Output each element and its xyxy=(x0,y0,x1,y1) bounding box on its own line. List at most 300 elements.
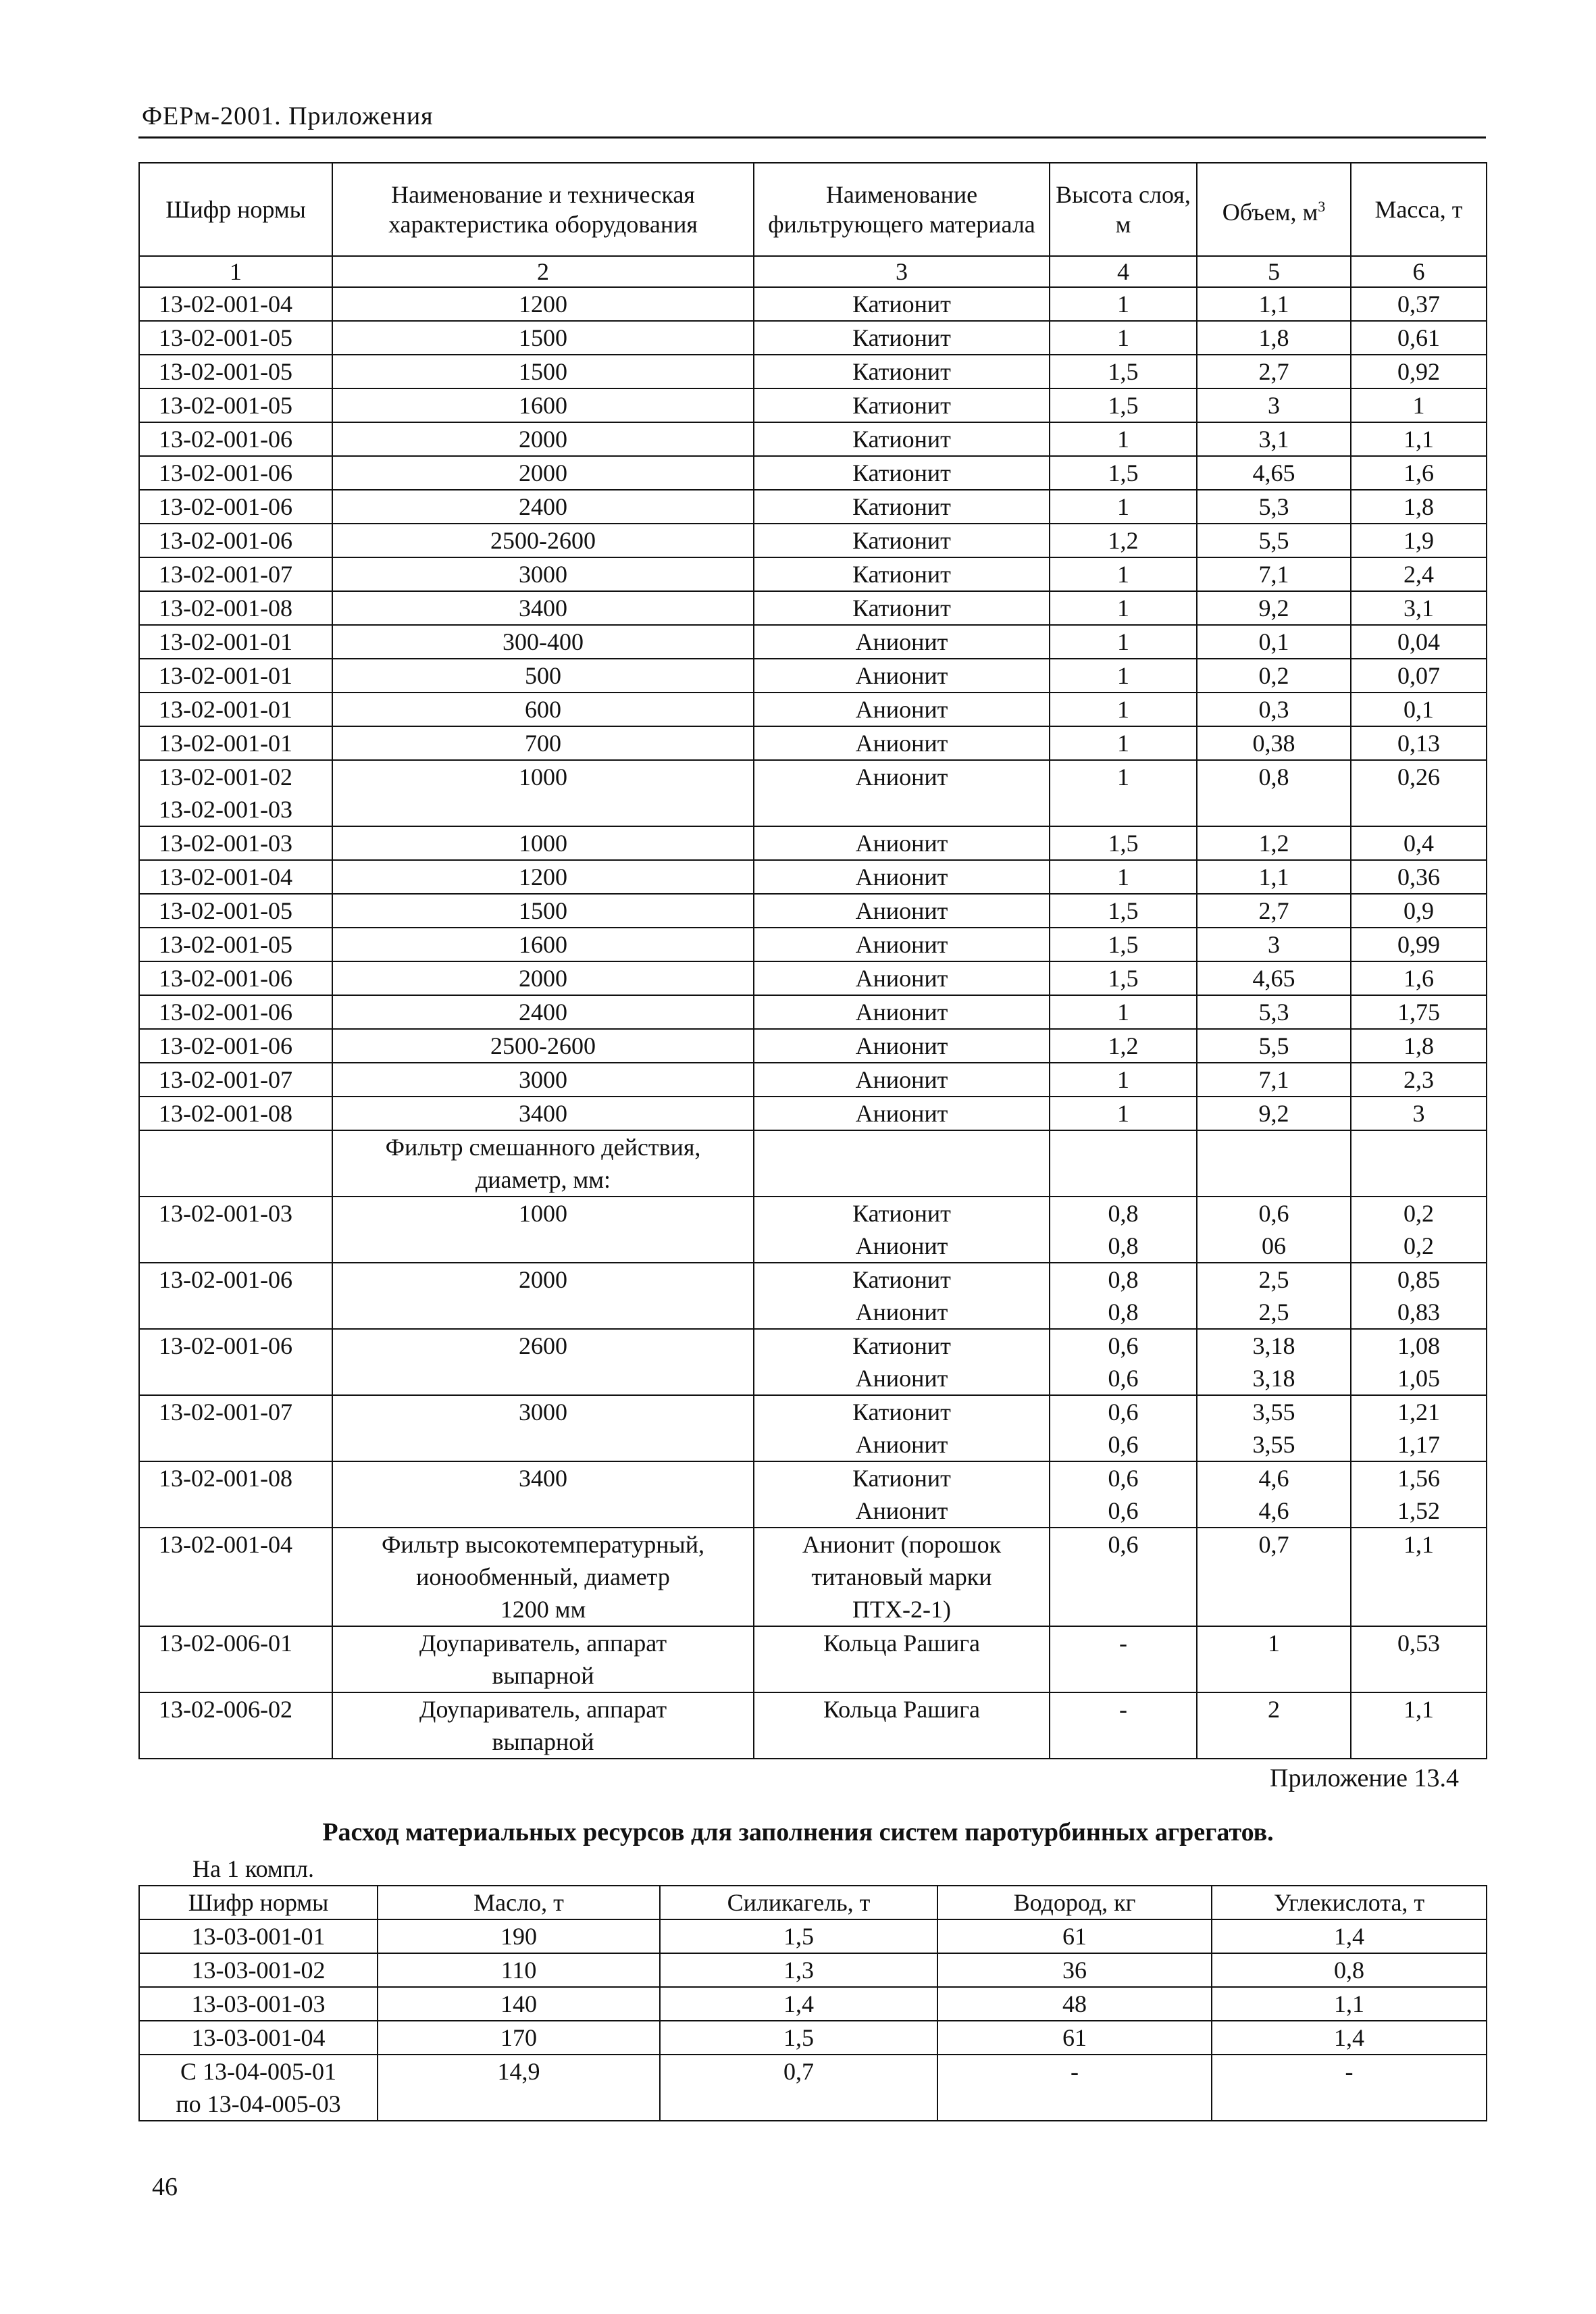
material-cell-line: Анионит (порошок xyxy=(802,1531,1002,1558)
column-number: 2 xyxy=(332,256,754,287)
mass-cell-line: 1,1 xyxy=(1404,1531,1434,1558)
material-cell-line: Катионит xyxy=(852,358,951,385)
equipment-cell xyxy=(332,557,754,591)
material-cell xyxy=(754,490,1050,524)
table-row xyxy=(139,557,1487,591)
equipment-cell xyxy=(332,388,754,422)
mass-cell xyxy=(1351,388,1487,422)
mass-cell xyxy=(1351,1263,1487,1329)
material-cell-line: Катионит xyxy=(852,392,951,419)
mass-cell xyxy=(1351,1063,1487,1097)
code-cell-line: 13-02-001-06 xyxy=(159,965,292,992)
code-cell xyxy=(139,2055,378,2121)
material-cell-line: Анионит xyxy=(855,830,948,857)
equipment-cell xyxy=(332,287,754,321)
code-cell-line: 13-02-001-05 xyxy=(159,358,292,385)
header-rule xyxy=(138,136,1486,139)
height-cell xyxy=(1050,826,1197,860)
volume-cell xyxy=(1197,388,1351,422)
table-row xyxy=(139,1329,1487,1395)
volume-cell-line: 2,5 xyxy=(1258,1266,1289,1293)
material-cell xyxy=(754,1263,1050,1329)
code-cell-line: 13-02-001-03 xyxy=(159,796,292,823)
volume-cell-line: 5,5 xyxy=(1258,527,1289,554)
material-cell-line: Катионит xyxy=(852,1266,951,1293)
mass-cell xyxy=(1351,1197,1487,1263)
table-row xyxy=(139,1029,1487,1063)
code-cell xyxy=(139,760,332,826)
material-cell xyxy=(754,928,1050,961)
mass-cell xyxy=(1351,1097,1487,1130)
equipment-cell xyxy=(332,456,754,490)
code-cell-line: 13-02-001-06 xyxy=(159,1266,292,1293)
height-cell xyxy=(1050,524,1197,557)
material-cell xyxy=(754,1097,1050,1130)
table-row xyxy=(139,961,1487,995)
equipment-cell-line: выпарной xyxy=(492,1662,594,1689)
silica-cell: 1,5 xyxy=(660,2021,937,2055)
volume-cell-line: 0,6 xyxy=(1258,1200,1289,1227)
equipment-cell-line: 1600 xyxy=(519,392,567,419)
height-cell xyxy=(1050,1197,1197,1263)
equipment-cell-line: 1000 xyxy=(519,830,567,857)
table-row xyxy=(139,524,1487,557)
equipment-cell xyxy=(332,726,754,760)
code-cell-line: 13-02-001-05 xyxy=(159,897,292,924)
equipment-cell-line: 2500-2600 xyxy=(490,1032,596,1059)
height-cell xyxy=(1050,557,1197,591)
mass-cell-line: 0,37 xyxy=(1397,291,1440,318)
height-cell xyxy=(1050,1097,1197,1130)
code-cell xyxy=(139,1063,332,1097)
material-cell xyxy=(754,1692,1050,1759)
equipment-cell xyxy=(332,524,754,557)
mass-cell-line: 1,56 xyxy=(1397,1465,1440,1492)
code-cell-line: 13-03-001-03 xyxy=(191,1990,326,2017)
material-cell xyxy=(754,1063,1050,1097)
volume-cell xyxy=(1197,490,1351,524)
height-cell-line: 1 xyxy=(1117,662,1129,689)
header-material: Наименование фильтрующего материала xyxy=(754,163,1050,256)
height-cell xyxy=(1050,1395,1197,1461)
mass-cell-line: 0,53 xyxy=(1397,1630,1440,1657)
code-cell xyxy=(139,1528,332,1626)
co2-cell: 1,4 xyxy=(1212,2021,1487,2055)
volume-cell xyxy=(1197,456,1351,490)
volume-cell xyxy=(1197,287,1351,321)
equipment-cell-line: Доупариватель, аппарат xyxy=(419,1696,667,1723)
volume-cell xyxy=(1197,1692,1351,1759)
mass-cell-line: 0,26 xyxy=(1397,763,1440,790)
equipment-cell-line: Фильтр высокотемпературный, xyxy=(381,1531,704,1558)
mass-cell xyxy=(1351,625,1487,659)
volume-cell-line: 1,1 xyxy=(1258,291,1289,318)
material-cell-line: Анионит xyxy=(855,696,948,723)
material-cell-line: Катионит xyxy=(852,324,951,351)
mass-cell-line: 0,13 xyxy=(1397,730,1440,757)
mass-cell xyxy=(1351,726,1487,760)
code-cell xyxy=(139,490,332,524)
equipment-cell-line: 2500-2600 xyxy=(490,527,596,554)
material-cell xyxy=(754,693,1050,726)
volume-cell-line: 1 xyxy=(1268,1630,1280,1657)
header-volume-sup: 3 xyxy=(1318,198,1326,215)
height-cell-line: 1,5 xyxy=(1108,358,1139,385)
header-volume xyxy=(1197,163,1351,256)
height-cell xyxy=(1050,287,1197,321)
height-cell-line: 1 xyxy=(1117,1066,1129,1093)
material-cell xyxy=(754,1395,1050,1461)
mass-cell xyxy=(1351,860,1487,894)
mass-cell xyxy=(1351,1528,1487,1626)
volume-cell-line: 4,6 xyxy=(1258,1497,1289,1524)
material-cell xyxy=(754,1329,1050,1395)
volume-cell xyxy=(1197,726,1351,760)
equipment-cell xyxy=(332,591,754,625)
column-number: 6 xyxy=(1351,256,1487,287)
height-cell xyxy=(1050,1461,1197,1528)
code-cell xyxy=(139,1461,332,1528)
code-cell-line: 13-02-001-07 xyxy=(159,561,292,588)
equipment-cell-line: 1000 xyxy=(519,763,567,790)
height-cell xyxy=(1050,995,1197,1029)
equipment-cell xyxy=(332,928,754,961)
mass-cell-line: 2,4 xyxy=(1404,561,1434,588)
equipment-cell-line: 3400 xyxy=(519,1100,567,1127)
code-cell-line: 13-02-001-05 xyxy=(159,931,292,958)
mass-cell xyxy=(1351,321,1487,355)
volume-cell-line: 06 xyxy=(1262,1232,1286,1259)
material-cell xyxy=(754,995,1050,1029)
code-cell xyxy=(139,625,332,659)
mass-cell-line: 1,8 xyxy=(1404,1032,1434,1059)
height-cell-line: - xyxy=(1119,1696,1127,1723)
material-cell-line: Катионит xyxy=(852,1399,951,1426)
table-row xyxy=(139,388,1487,422)
oil-cell: 110 xyxy=(378,1953,660,1987)
volume-cell-line: 2,7 xyxy=(1258,897,1289,924)
equipment-cell xyxy=(332,995,754,1029)
material-cell xyxy=(754,726,1050,760)
height-cell-line: 0,8 xyxy=(1108,1266,1139,1293)
running-head: ФЕРм-2001. Приложения xyxy=(142,102,434,130)
table-row xyxy=(139,995,1487,1029)
material-cell-line: Анионит xyxy=(855,662,948,689)
code-cell-line: 13-02-001-01 xyxy=(159,662,292,689)
mass-cell-line: 1,17 xyxy=(1397,1431,1440,1458)
mass-cell-line: 1,6 xyxy=(1404,965,1434,992)
equipment-cell xyxy=(332,1130,754,1197)
code-cell xyxy=(139,1919,378,1953)
equipment-cell xyxy=(332,422,754,456)
material-cell-line: Анионит xyxy=(855,730,948,757)
table-row xyxy=(139,1987,1487,2021)
equipment-cell xyxy=(332,826,754,860)
co2-cell: 0,8 xyxy=(1212,1953,1487,1987)
mass-cell-line: 1,6 xyxy=(1404,459,1434,486)
code-cell xyxy=(139,524,332,557)
height-cell xyxy=(1050,1130,1197,1197)
equipment-cell-line: 2000 xyxy=(519,965,567,992)
height-cell xyxy=(1050,1063,1197,1097)
turbine-materials-table xyxy=(138,1885,1487,2121)
equipment-cell xyxy=(332,1263,754,1329)
height-cell-line: 1 xyxy=(1117,595,1129,622)
code-cell-line: 13-02-001-06 xyxy=(159,1332,292,1359)
equipment-cell-line: 3400 xyxy=(519,595,567,622)
height-cell-line: 1 xyxy=(1117,493,1129,520)
table-row xyxy=(139,422,1487,456)
height-cell xyxy=(1050,355,1197,388)
equipment-cell xyxy=(332,659,754,693)
table-row xyxy=(139,1130,1487,1197)
volume-cell xyxy=(1197,760,1351,826)
mass-cell-line: 3,1 xyxy=(1404,595,1434,622)
equipment-cell-line: 3000 xyxy=(519,1399,567,1426)
volume-cell-line: 1,2 xyxy=(1258,830,1289,857)
mass-cell xyxy=(1351,422,1487,456)
page-number: 46 xyxy=(152,2173,178,2201)
header-height: Высота слоя, м xyxy=(1050,163,1197,256)
material-cell xyxy=(754,1626,1050,1692)
silica-cell: 1,4 xyxy=(660,1987,937,2021)
code-cell xyxy=(139,456,332,490)
height-cell-line: 0,6 xyxy=(1108,1531,1139,1558)
volume-cell xyxy=(1197,1197,1351,1263)
mass-cell-line: 1,9 xyxy=(1404,527,1434,554)
height-cell-line: 1,5 xyxy=(1108,897,1139,924)
code-cell-line: 13-02-001-07 xyxy=(159,1399,292,1426)
code-cell-line: 13-02-001-04 xyxy=(159,291,292,318)
mass-cell-line: 0,1 xyxy=(1404,696,1434,723)
silica-cell: 1,5 xyxy=(660,1919,937,1953)
mass-cell-line: 0,9 xyxy=(1404,897,1434,924)
mass-cell xyxy=(1351,1626,1487,1692)
height-cell-line: 1,5 xyxy=(1108,931,1139,958)
height-cell-line: 1,2 xyxy=(1108,1032,1139,1059)
volume-cell xyxy=(1197,693,1351,726)
code-cell xyxy=(139,1692,332,1759)
height-cell xyxy=(1050,726,1197,760)
mass-cell-line: 0,92 xyxy=(1397,358,1440,385)
equipment-cell-line: 2600 xyxy=(519,1332,567,1359)
code-cell-line: 13-02-001-04 xyxy=(159,863,292,890)
header-carbon-dioxide: Углекислота, т xyxy=(1212,1886,1487,1919)
table-row xyxy=(139,693,1487,726)
equipment-cell xyxy=(332,1395,754,1461)
height-cell-line: 1 xyxy=(1117,696,1129,723)
material-cell-line: Анионит xyxy=(855,628,948,655)
code-cell xyxy=(139,2021,378,2055)
equipment-cell-line: 500 xyxy=(525,662,561,689)
code-cell-line: 13-02-001-08 xyxy=(159,1465,292,1492)
header-volume-text: Объем, м xyxy=(1222,199,1318,226)
material-cell xyxy=(754,625,1050,659)
volume-cell xyxy=(1197,1528,1351,1626)
equipment-cell xyxy=(332,1626,754,1692)
mass-cell xyxy=(1351,490,1487,524)
material-cell xyxy=(754,456,1050,490)
equipment-cell-line: 2400 xyxy=(519,999,567,1026)
table-row xyxy=(139,1461,1487,1528)
unit-note: На 1 компл. xyxy=(192,1855,314,1882)
material-cell xyxy=(754,1130,1050,1197)
silica-cell: 1,3 xyxy=(660,1953,937,1987)
code-cell xyxy=(139,1626,332,1692)
header-silica-gel: Силикагель, т xyxy=(660,1886,937,1919)
code-cell-line: по 13-04-005-03 xyxy=(176,2090,341,2117)
material-cell xyxy=(754,961,1050,995)
column-number: 4 xyxy=(1050,256,1197,287)
height-cell-line: 1 xyxy=(1117,730,1129,757)
code-cell-line: 13-02-001-01 xyxy=(159,696,292,723)
volume-cell-line: 4,65 xyxy=(1252,965,1295,992)
material-cell-line: ПТХ-2-1) xyxy=(852,1596,951,1623)
mass-cell xyxy=(1351,760,1487,826)
height-cell-line: 1 xyxy=(1117,999,1129,1026)
material-cell-line: Катионит xyxy=(852,595,951,622)
mass-cell xyxy=(1351,995,1487,1029)
equipment-cell-line: Доупариватель, аппарат xyxy=(419,1630,667,1657)
header-oil: Масло, т xyxy=(378,1886,660,1919)
code-cell-line: 13-02-001-01 xyxy=(159,628,292,655)
equipment-cell-line: Фильтр смешанного действия, xyxy=(385,1134,701,1161)
material-cell-line: Анионит xyxy=(855,931,948,958)
material-cell xyxy=(754,557,1050,591)
height-cell xyxy=(1050,625,1197,659)
code-cell xyxy=(139,1197,332,1263)
material-cell-line: Анионит xyxy=(855,999,948,1026)
code-cell xyxy=(139,422,332,456)
height-cell xyxy=(1050,422,1197,456)
material-cell xyxy=(754,1197,1050,1263)
height-cell xyxy=(1050,321,1197,355)
table-row xyxy=(139,726,1487,760)
column-number: 5 xyxy=(1197,256,1351,287)
header-equipment: Наименование и техническая характеристика оборудования xyxy=(332,163,754,256)
volume-cell-line: 9,2 xyxy=(1258,595,1289,622)
code-cell xyxy=(139,1329,332,1395)
material-cell-line: Катионит xyxy=(852,426,951,453)
oil-cell: 170 xyxy=(378,2021,660,2055)
code-cell-line: 13-02-001-06 xyxy=(159,493,292,520)
column-number: 1 xyxy=(139,256,332,287)
table-row xyxy=(139,321,1487,355)
table-row xyxy=(139,928,1487,961)
height-cell xyxy=(1050,1626,1197,1692)
material-cell xyxy=(754,1461,1050,1528)
height-cell-line: 1,5 xyxy=(1108,965,1139,992)
code-cell-line: С 13-04-005-01 xyxy=(180,2058,336,2085)
mass-cell-line: 0,36 xyxy=(1397,863,1440,890)
height-cell xyxy=(1050,1528,1197,1626)
oil-cell: 140 xyxy=(378,1987,660,2021)
height-cell-line: 1,5 xyxy=(1108,392,1139,419)
material-cell-line: Анионит xyxy=(855,1100,948,1127)
equipment-cell-line: 1200 мм xyxy=(500,1596,586,1623)
height-cell-line: 1,2 xyxy=(1108,527,1139,554)
equipment-cell-line: 1600 xyxy=(519,931,567,958)
mass-cell-line: 0,4 xyxy=(1404,830,1434,857)
code-cell-line: 13-02-001-06 xyxy=(159,1032,292,1059)
mass-cell xyxy=(1351,557,1487,591)
code-cell-line: 13-02-001-05 xyxy=(159,392,292,419)
height-cell-line: 0,6 xyxy=(1108,1465,1139,1492)
equipment-cell xyxy=(332,355,754,388)
material-cell xyxy=(754,355,1050,388)
material-cell-line: Анионит xyxy=(855,1066,948,1093)
volume-cell-line: 1,8 xyxy=(1258,324,1289,351)
mass-cell xyxy=(1351,961,1487,995)
material-cell-line: Анионит xyxy=(855,1032,948,1059)
volume-cell xyxy=(1197,1626,1351,1692)
volume-cell xyxy=(1197,1029,1351,1063)
volume-cell-line: 4,65 xyxy=(1252,459,1295,486)
height-cell-line: 1 xyxy=(1117,628,1129,655)
material-cell xyxy=(754,760,1050,826)
code-cell xyxy=(139,1263,332,1329)
equipment-cell xyxy=(332,1097,754,1130)
height-cell-line: 1 xyxy=(1117,426,1129,453)
table-row xyxy=(139,1097,1487,1130)
table-row xyxy=(139,287,1487,321)
code-cell xyxy=(139,591,332,625)
co2-cell: - xyxy=(1212,2055,1487,2121)
equipment-cell-line: 1500 xyxy=(519,324,567,351)
volume-cell xyxy=(1197,1461,1351,1528)
material-cell-line: Катионит xyxy=(852,1332,951,1359)
equipment-cell-line: 300-400 xyxy=(503,628,584,655)
mass-cell-line: 0,04 xyxy=(1397,628,1440,655)
code-cell-line: 13-02-001-06 xyxy=(159,459,292,486)
mass-cell xyxy=(1351,659,1487,693)
volume-cell xyxy=(1197,625,1351,659)
mass-cell-line: 1,05 xyxy=(1397,1365,1440,1392)
code-cell-line: 13-02-001-06 xyxy=(159,527,292,554)
code-cell-line: 13-03-001-04 xyxy=(191,2024,326,2051)
volume-cell-line: 4,6 xyxy=(1258,1465,1289,1492)
height-cell-line: 1,5 xyxy=(1108,459,1139,486)
code-cell-line: 13-03-001-02 xyxy=(191,1957,326,1984)
volume-cell xyxy=(1197,557,1351,591)
code-cell-line: 13-02-001-08 xyxy=(159,1100,292,1127)
height-cell-line: 0,6 xyxy=(1108,1399,1139,1426)
height-cell xyxy=(1050,760,1197,826)
volume-cell-line: 5,5 xyxy=(1258,1032,1289,1059)
volume-cell xyxy=(1197,1395,1351,1461)
mass-cell xyxy=(1351,524,1487,557)
mass-cell xyxy=(1351,1029,1487,1063)
volume-cell-line: 3 xyxy=(1268,392,1280,419)
volume-cell-line: 0,3 xyxy=(1258,696,1289,723)
equipment-cell-line: ионообменный, диаметр xyxy=(416,1563,670,1590)
height-cell-line: 0,8 xyxy=(1108,1299,1139,1326)
code-cell-line: 13-02-001-08 xyxy=(159,595,292,622)
equipment-cell xyxy=(332,1063,754,1097)
volume-cell-line: 3,55 xyxy=(1252,1431,1295,1458)
height-cell-line: 1 xyxy=(1117,291,1129,318)
mass-cell xyxy=(1351,894,1487,928)
code-cell xyxy=(139,1097,332,1130)
header-code: Шифр нормы xyxy=(139,1886,378,1919)
material-cell xyxy=(754,591,1050,625)
table-row xyxy=(139,826,1487,860)
code-cell xyxy=(139,995,332,1029)
code-cell xyxy=(139,961,332,995)
code-cell-line: 13-02-001-05 xyxy=(159,324,292,351)
material-cell xyxy=(754,422,1050,456)
appendix-label: Приложение 13.4 xyxy=(1270,1764,1459,1792)
